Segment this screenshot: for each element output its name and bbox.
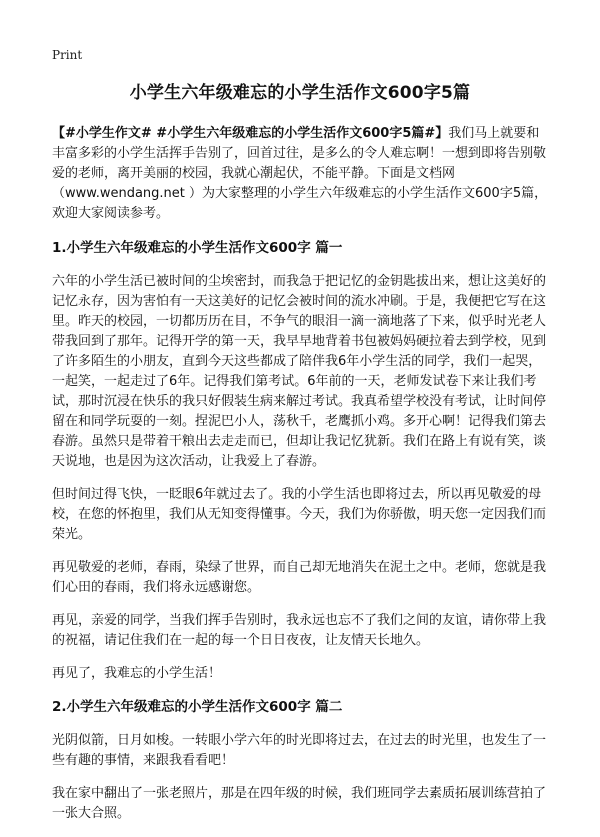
section-heading-2: 2.小学生六年级难忘的小学生活作文600字 篇二 [52, 699, 343, 715]
section1-paragraph: 再见，亲爱的同学，当我们挥手告别时，我永远也忘不了我们之间的友谊，请你带上我的祝福，请记住我们在一起的每一个日日夜夜，让友情天长地久。 [52, 613, 547, 648]
section1-paragraph: 六年的小学生活已被时间的尘埃密封，而我急于把记忆的金钥匙拔出来，想让这美好的记忆永存，因为害怕有一天这美好的记忆会被时间的流水冲刷。于是，我便把它写在这里。昨天的校园，一切都历历在目，不争气的眼泪一滴一滴地落了下来，似乎时光老人带我回到了那年。记得开学的第一天，我早早地背着书包被妈妈硬拉着去到学校，见到了许多陌生的小朋友，直到今天这些都成了陪伴我6年小学生活的同学，我们一起哭，一起笑，一起走过了6年。记得我们第考试。6年前的一天，老师发试卷下来让我们考试，那时沉浸在快乐的我只好假装生病来解过考试。我真希望学校没有考试，让时间停留在和同学玩耍的一刻。捏泥巴小人，荡秋千，老鹰抓小鸡。多开心啊！记得我们第去春游。虽然只是带着干粮出去走走而已，但却让我记忆犹新。我们在路上有说有笑，谈天说地，也是因为这次活动，让我爱上了春游。 [52, 274, 547, 469]
section2-paragraph: 光阴似箭，日月如梭。一转眼小学六年的时光即将过去，在过去的时光里，也发生了一些有趣的事情，来跟我看看吧！ [52, 733, 547, 768]
document-title: 小学生六年级难忘的小学生活作文600字5篇 [129, 83, 471, 103]
intro-tag: 【#小学生作文# #小学生六年级难忘的小学生活作文600字5篇#】 [52, 126, 449, 141]
print-label: Print [52, 48, 83, 62]
section1-paragraph: 但时间过得飞快，一眨眼6年就过去了。我的小学生活也即将过去，所以再见敬爱的母校，在您的怀抱里，我们从无知变得懂事。今天，我们为你骄傲，明天您一定因我们而荣光。 [52, 487, 547, 542]
section1-paragraph: 再见了，我难忘的小学生活！ [52, 666, 222, 681]
section1-paragraph: 再见敬爱的老师，春雨，染绿了世界，而自己却无地消失在泥土之中。老师，您就是我们心田的春雨，我们将永远感谢您。 [52, 560, 547, 595]
intro-text: 我们马上就要和丰富多彩的小学生活挥手告别了，回首过往，是多么的令人难忘啊！一想到即将告别敬爱的老师，离开美丽的校园，我就心潮起伏，不能平静。下面是文档网（www.wendang.net ）为大家整理的小学生六年级难忘的小学生活作文600字5篇，欢迎大家阅读参考。 [52, 126, 548, 221]
document-body [52, 124, 548, 837]
section2-paragraph: 我在家中翻出了一张老照片，那是在四年级的时候，我们班同学去素质拓展训练营拍了一张大合照。 [52, 786, 547, 821]
intro-paragraph [52, 124, 548, 224]
section-heading-1: 1.小学生六年级难忘的小学生活作文600字 篇一 [52, 240, 343, 256]
